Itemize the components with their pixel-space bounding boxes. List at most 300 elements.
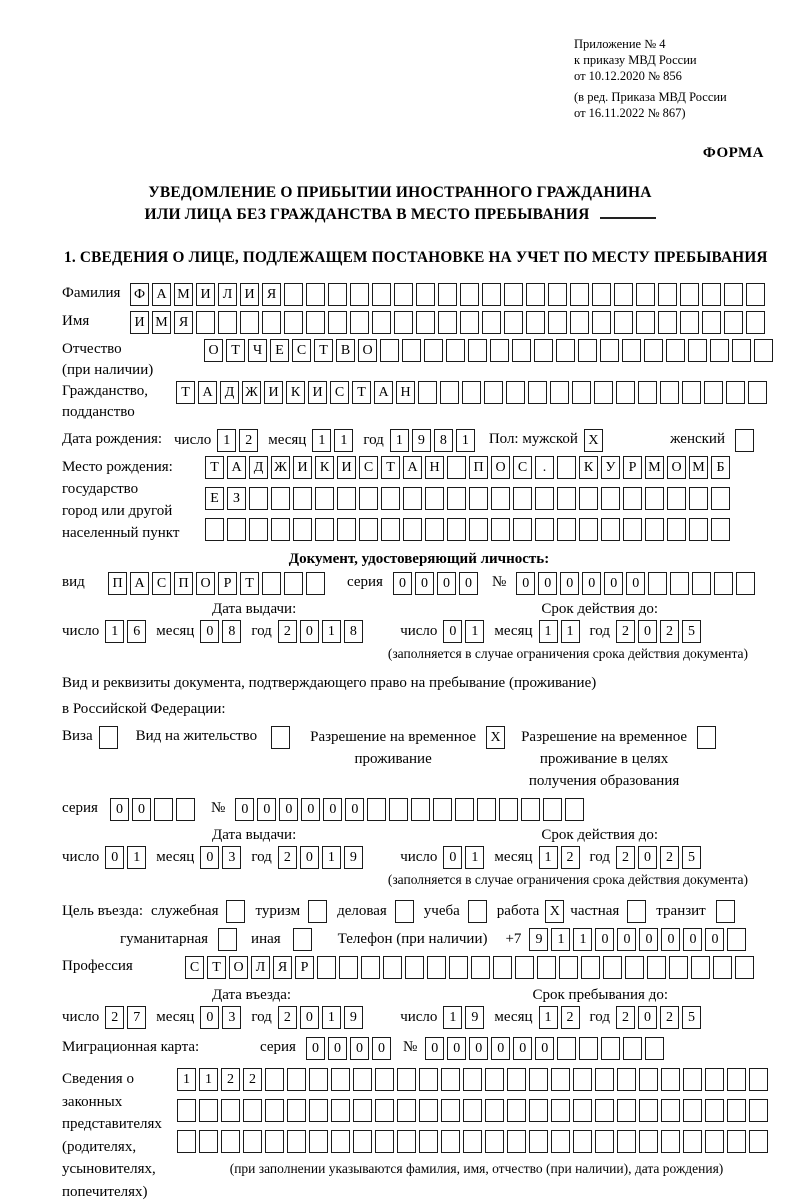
char-box[interactable]: 1 — [456, 429, 475, 452]
char-box[interactable] — [315, 487, 334, 510]
char-box[interactable] — [683, 1099, 702, 1122]
char-box[interactable]: 9 — [344, 846, 363, 869]
char-box[interactable]: 0 — [257, 798, 276, 821]
char-box[interactable]: 0 — [323, 798, 342, 821]
char-box[interactable] — [380, 339, 399, 362]
char-box[interactable]: О — [491, 456, 510, 479]
char-box[interactable] — [328, 311, 347, 334]
char-box[interactable]: 0 — [235, 798, 254, 821]
char-box[interactable] — [397, 1099, 416, 1122]
char-box[interactable]: Я — [273, 956, 292, 979]
char-box[interactable] — [271, 518, 290, 541]
char-box[interactable] — [727, 1068, 746, 1091]
char-box[interactable] — [714, 572, 733, 595]
char-box[interactable] — [749, 1130, 768, 1153]
char-box[interactable] — [419, 1130, 438, 1153]
char-box[interactable]: 0 — [626, 572, 645, 595]
char-box[interactable] — [595, 1099, 614, 1122]
char-box[interactable] — [557, 518, 576, 541]
char-box[interactable]: 1 — [322, 1006, 341, 1029]
char-box[interactable]: 8 — [344, 620, 363, 643]
char-box[interactable]: Т — [381, 456, 400, 479]
char-box[interactable] — [724, 311, 743, 334]
char-box[interactable] — [556, 339, 575, 362]
char-box[interactable] — [636, 283, 655, 306]
char-box[interactable] — [425, 518, 444, 541]
char-box[interactable]: 1 — [539, 846, 558, 869]
char-box[interactable]: 0 — [372, 1037, 391, 1060]
char-box[interactable]: 9 — [465, 1006, 484, 1029]
char-box[interactable] — [221, 1099, 240, 1122]
char-box[interactable] — [670, 572, 689, 595]
char-box[interactable] — [512, 339, 531, 362]
char-box[interactable] — [614, 311, 633, 334]
char-box[interactable] — [469, 487, 488, 510]
char-box[interactable]: 0 — [638, 846, 657, 869]
char-box[interactable]: 2 — [239, 429, 258, 452]
char-box[interactable] — [419, 1068, 438, 1091]
char-box[interactable] — [433, 798, 452, 821]
char-box[interactable]: 1 — [217, 429, 236, 452]
char-box[interactable] — [507, 1099, 526, 1122]
char-box[interactable] — [581, 956, 600, 979]
char-box[interactable]: О — [204, 339, 223, 362]
char-box[interactable]: П — [108, 572, 127, 595]
char-box[interactable]: X — [584, 429, 603, 452]
char-box[interactable] — [601, 518, 620, 541]
char-box[interactable] — [648, 572, 667, 595]
char-box[interactable] — [746, 311, 765, 334]
char-box[interactable] — [578, 339, 597, 362]
char-box[interactable] — [692, 572, 711, 595]
char-box[interactable] — [639, 1130, 658, 1153]
char-box[interactable] — [381, 487, 400, 510]
char-box[interactable] — [375, 1099, 394, 1122]
char-box[interactable] — [441, 1068, 460, 1091]
char-box[interactable] — [683, 1068, 702, 1091]
char-box[interactable]: К — [286, 381, 305, 404]
char-box[interactable] — [735, 956, 754, 979]
char-box[interactable]: 0 — [491, 1037, 510, 1060]
char-box[interactable] — [331, 1130, 350, 1153]
char-box[interactable]: Ф — [130, 283, 149, 306]
char-box[interactable]: 0 — [516, 572, 535, 595]
char-box[interactable]: 0 — [110, 798, 129, 821]
char-box[interactable]: 1 — [465, 620, 484, 643]
char-box[interactable]: 2 — [616, 846, 635, 869]
char-box[interactable] — [240, 311, 259, 334]
char-box[interactable]: А — [374, 381, 393, 404]
char-box[interactable] — [557, 456, 576, 479]
char-box[interactable] — [249, 487, 268, 510]
char-box[interactable]: Т — [352, 381, 371, 404]
char-box[interactable] — [601, 487, 620, 510]
char-box[interactable] — [176, 798, 195, 821]
char-box[interactable] — [639, 1099, 658, 1122]
char-box[interactable] — [469, 518, 488, 541]
char-box[interactable]: 0 — [393, 572, 412, 595]
char-box[interactable] — [416, 283, 435, 306]
char-box[interactable] — [551, 1099, 570, 1122]
char-box[interactable] — [570, 311, 589, 334]
char-box[interactable] — [419, 1099, 438, 1122]
char-box[interactable] — [372, 283, 391, 306]
char-box[interactable]: 5 — [682, 1006, 701, 1029]
char-box[interactable]: 1 — [127, 846, 146, 869]
char-box[interactable] — [284, 572, 303, 595]
char-box[interactable]: О — [196, 572, 215, 595]
char-box[interactable] — [293, 928, 312, 951]
char-box[interactable] — [394, 283, 413, 306]
char-box[interactable] — [726, 381, 745, 404]
char-box[interactable] — [243, 1130, 262, 1153]
char-box[interactable]: О — [667, 456, 686, 479]
char-box[interactable] — [293, 518, 312, 541]
char-box[interactable] — [199, 1130, 218, 1153]
char-box[interactable] — [490, 339, 509, 362]
char-box[interactable]: Т — [205, 456, 224, 479]
char-box[interactable] — [397, 1068, 416, 1091]
char-box[interactable]: 0 — [300, 846, 319, 869]
char-box[interactable]: Л — [218, 283, 237, 306]
char-box[interactable] — [526, 283, 545, 306]
char-box[interactable]: 1 — [177, 1068, 196, 1091]
char-box[interactable] — [372, 311, 391, 334]
char-box[interactable] — [284, 283, 303, 306]
char-box[interactable] — [449, 956, 468, 979]
char-box[interactable] — [331, 1068, 350, 1091]
char-box[interactable]: С — [359, 456, 378, 479]
char-box[interactable]: 1 — [539, 620, 558, 643]
char-box[interactable] — [463, 1130, 482, 1153]
char-box[interactable] — [287, 1068, 306, 1091]
char-box[interactable] — [667, 518, 686, 541]
char-box[interactable] — [482, 311, 501, 334]
char-box[interactable] — [427, 956, 446, 979]
char-box[interactable] — [559, 956, 578, 979]
char-box[interactable]: 0 — [300, 1006, 319, 1029]
char-box[interactable] — [735, 429, 754, 452]
char-box[interactable] — [262, 572, 281, 595]
char-box[interactable] — [644, 339, 663, 362]
char-box[interactable]: 0 — [415, 572, 434, 595]
char-box[interactable]: 7 — [127, 1006, 146, 1029]
char-box[interactable] — [221, 1130, 240, 1153]
char-box[interactable] — [595, 1130, 614, 1153]
char-box[interactable]: А — [227, 456, 246, 479]
char-box[interactable]: О — [358, 339, 377, 362]
char-box[interactable] — [689, 518, 708, 541]
char-box[interactable] — [667, 487, 686, 510]
char-box[interactable]: 0 — [538, 572, 557, 595]
char-box[interactable] — [623, 487, 642, 510]
char-box[interactable]: 1 — [390, 429, 409, 452]
char-box[interactable] — [617, 1130, 636, 1153]
char-box[interactable]: Д — [220, 381, 239, 404]
char-box[interactable]: Д — [249, 456, 268, 479]
char-box[interactable]: Н — [425, 456, 444, 479]
char-box[interactable] — [622, 339, 641, 362]
char-box[interactable]: 1 — [312, 429, 331, 452]
char-box[interactable]: Л — [251, 956, 270, 979]
char-box[interactable] — [702, 311, 721, 334]
char-box[interactable]: И — [196, 283, 215, 306]
char-box[interactable]: 0 — [705, 928, 724, 951]
char-box[interactable] — [438, 283, 457, 306]
char-box[interactable]: 0 — [447, 1037, 466, 1060]
char-box[interactable]: 5 — [682, 620, 701, 643]
char-box[interactable]: 2 — [278, 846, 297, 869]
char-box[interactable]: К — [579, 456, 598, 479]
char-box[interactable]: М — [689, 456, 708, 479]
char-box[interactable] — [528, 381, 547, 404]
char-box[interactable]: 2 — [105, 1006, 124, 1029]
char-box[interactable] — [557, 1037, 576, 1060]
char-box[interactable] — [572, 381, 591, 404]
char-box[interactable] — [350, 311, 369, 334]
char-box[interactable]: X — [486, 726, 505, 749]
char-box[interactable]: 0 — [443, 846, 462, 869]
char-box[interactable] — [359, 518, 378, 541]
char-box[interactable] — [265, 1130, 284, 1153]
char-box[interactable]: 1 — [443, 1006, 462, 1029]
char-box[interactable]: 1 — [465, 846, 484, 869]
char-box[interactable] — [491, 518, 510, 541]
char-box[interactable] — [287, 1130, 306, 1153]
char-box[interactable] — [645, 1037, 664, 1060]
char-box[interactable]: О — [229, 956, 248, 979]
char-box[interactable] — [711, 487, 730, 510]
char-box[interactable] — [383, 956, 402, 979]
char-box[interactable] — [271, 487, 290, 510]
char-box[interactable] — [306, 572, 325, 595]
char-box[interactable] — [573, 1130, 592, 1153]
char-box[interactable]: 1 — [105, 620, 124, 643]
char-box[interactable] — [309, 1099, 328, 1122]
char-box[interactable]: X — [545, 900, 564, 923]
char-box[interactable] — [482, 283, 501, 306]
char-box[interactable] — [617, 1099, 636, 1122]
char-box[interactable] — [337, 518, 356, 541]
char-box[interactable]: М — [152, 311, 171, 334]
char-box[interactable]: 0 — [683, 928, 702, 951]
char-box[interactable] — [601, 1037, 620, 1060]
char-box[interactable] — [499, 798, 518, 821]
char-box[interactable] — [440, 381, 459, 404]
char-box[interactable] — [557, 487, 576, 510]
char-box[interactable]: 1 — [322, 620, 341, 643]
char-box[interactable]: 1 — [539, 1006, 558, 1029]
char-box[interactable]: К — [315, 456, 334, 479]
char-box[interactable] — [592, 311, 611, 334]
char-box[interactable] — [243, 1099, 262, 1122]
char-box[interactable] — [226, 900, 245, 923]
char-box[interactable] — [645, 487, 664, 510]
char-box[interactable]: 2 — [660, 1006, 679, 1029]
char-box[interactable] — [375, 1068, 394, 1091]
char-box[interactable] — [529, 1068, 548, 1091]
char-box[interactable] — [658, 311, 677, 334]
char-box[interactable] — [424, 339, 443, 362]
char-box[interactable] — [504, 283, 523, 306]
char-box[interactable]: Я — [262, 283, 281, 306]
char-box[interactable] — [727, 1099, 746, 1122]
char-box[interactable]: Т — [226, 339, 245, 362]
char-box[interactable]: Т — [240, 572, 259, 595]
char-box[interactable] — [328, 283, 347, 306]
char-box[interactable]: Р — [295, 956, 314, 979]
char-box[interactable]: 0 — [617, 928, 636, 951]
char-box[interactable] — [293, 487, 312, 510]
char-box[interactable]: 1 — [322, 846, 341, 869]
char-box[interactable]: Б — [711, 456, 730, 479]
char-box[interactable] — [548, 283, 567, 306]
char-box[interactable]: 1 — [199, 1068, 218, 1091]
char-box[interactable]: 0 — [200, 1006, 219, 1029]
char-box[interactable]: 2 — [278, 1006, 297, 1029]
char-box[interactable] — [447, 487, 466, 510]
char-box[interactable] — [713, 956, 732, 979]
char-box[interactable] — [441, 1099, 460, 1122]
char-box[interactable] — [359, 487, 378, 510]
char-box[interactable] — [661, 1068, 680, 1091]
char-box[interactable] — [697, 726, 716, 749]
char-box[interactable] — [594, 381, 613, 404]
char-box[interactable] — [460, 283, 479, 306]
char-box[interactable]: И — [130, 311, 149, 334]
char-box[interactable]: 1 — [334, 429, 353, 452]
char-box[interactable] — [337, 487, 356, 510]
char-box[interactable] — [447, 518, 466, 541]
char-box[interactable] — [375, 1130, 394, 1153]
char-box[interactable] — [565, 798, 584, 821]
char-box[interactable] — [331, 1099, 350, 1122]
char-box[interactable] — [218, 311, 237, 334]
char-box[interactable] — [309, 1130, 328, 1153]
char-box[interactable] — [669, 956, 688, 979]
char-box[interactable] — [395, 900, 414, 923]
char-box[interactable] — [353, 1099, 372, 1122]
char-box[interactable] — [614, 283, 633, 306]
char-box[interactable] — [493, 956, 512, 979]
char-box[interactable]: 9 — [529, 928, 548, 951]
char-box[interactable] — [463, 1068, 482, 1091]
char-box[interactable] — [736, 572, 755, 595]
char-box[interactable]: И — [264, 381, 283, 404]
char-box[interactable] — [710, 339, 729, 362]
char-box[interactable] — [513, 487, 532, 510]
char-box[interactable]: П — [469, 456, 488, 479]
char-box[interactable]: 6 — [127, 620, 146, 643]
char-box[interactable]: 0 — [200, 846, 219, 869]
char-box[interactable]: В — [336, 339, 355, 362]
char-box[interactable]: М — [645, 456, 664, 479]
char-box[interactable] — [306, 283, 325, 306]
char-box[interactable] — [265, 1068, 284, 1091]
char-box[interactable] — [535, 487, 554, 510]
char-box[interactable] — [529, 1099, 548, 1122]
char-box[interactable] — [537, 956, 556, 979]
char-box[interactable]: Ж — [242, 381, 261, 404]
char-box[interactable] — [99, 726, 118, 749]
char-box[interactable]: М — [174, 283, 193, 306]
char-box[interactable] — [638, 381, 657, 404]
char-box[interactable]: А — [403, 456, 422, 479]
char-box[interactable] — [526, 311, 545, 334]
char-box[interactable]: 0 — [443, 620, 462, 643]
char-box[interactable] — [447, 456, 466, 479]
char-box[interactable] — [521, 798, 540, 821]
char-box[interactable] — [249, 518, 268, 541]
char-box[interactable] — [746, 283, 765, 306]
char-box[interactable] — [485, 1130, 504, 1153]
char-box[interactable]: П — [174, 572, 193, 595]
char-box[interactable] — [441, 1130, 460, 1153]
char-box[interactable]: Р — [218, 572, 237, 595]
char-box[interactable]: Е — [205, 487, 224, 510]
char-box[interactable] — [661, 1099, 680, 1122]
char-box[interactable]: 0 — [425, 1037, 444, 1060]
char-box[interactable] — [705, 1130, 724, 1153]
char-box[interactable]: 0 — [301, 798, 320, 821]
char-box[interactable] — [507, 1068, 526, 1091]
char-box[interactable]: 2 — [243, 1068, 262, 1091]
char-box[interactable] — [339, 956, 358, 979]
char-box[interactable] — [550, 381, 569, 404]
char-box[interactable] — [683, 1130, 702, 1153]
char-box[interactable] — [405, 956, 424, 979]
char-box[interactable] — [438, 311, 457, 334]
char-box[interactable] — [688, 339, 707, 362]
char-box[interactable]: 9 — [412, 429, 431, 452]
char-box[interactable]: С — [292, 339, 311, 362]
char-box[interactable] — [543, 798, 562, 821]
char-box[interactable]: Т — [176, 381, 195, 404]
char-box[interactable] — [462, 381, 481, 404]
char-box[interactable] — [705, 1068, 724, 1091]
char-box[interactable]: 0 — [279, 798, 298, 821]
char-box[interactable] — [529, 1130, 548, 1153]
char-box[interactable] — [639, 1068, 658, 1091]
char-box[interactable]: 0 — [469, 1037, 488, 1060]
char-box[interactable] — [704, 381, 723, 404]
char-box[interactable] — [724, 283, 743, 306]
char-box[interactable] — [154, 798, 173, 821]
char-box[interactable]: Н — [396, 381, 415, 404]
char-box[interactable]: 0 — [661, 928, 680, 951]
char-box[interactable]: 0 — [437, 572, 456, 595]
char-box[interactable] — [513, 518, 532, 541]
char-box[interactable] — [491, 487, 510, 510]
char-box[interactable] — [592, 283, 611, 306]
char-box[interactable] — [551, 1130, 570, 1153]
char-box[interactable] — [402, 339, 421, 362]
char-box[interactable] — [623, 1037, 642, 1060]
char-box[interactable]: Я — [174, 311, 193, 334]
char-box[interactable]: С — [330, 381, 349, 404]
char-box[interactable]: 8 — [222, 620, 241, 643]
char-box[interactable] — [265, 1099, 284, 1122]
char-box[interactable] — [716, 900, 735, 923]
char-box[interactable] — [551, 1068, 570, 1091]
char-box[interactable]: 0 — [300, 620, 319, 643]
char-box[interactable] — [485, 1068, 504, 1091]
char-box[interactable]: З — [227, 487, 246, 510]
char-box[interactable] — [727, 1130, 746, 1153]
char-box[interactable] — [271, 726, 290, 749]
char-box[interactable] — [666, 339, 685, 362]
char-box[interactable] — [661, 1130, 680, 1153]
